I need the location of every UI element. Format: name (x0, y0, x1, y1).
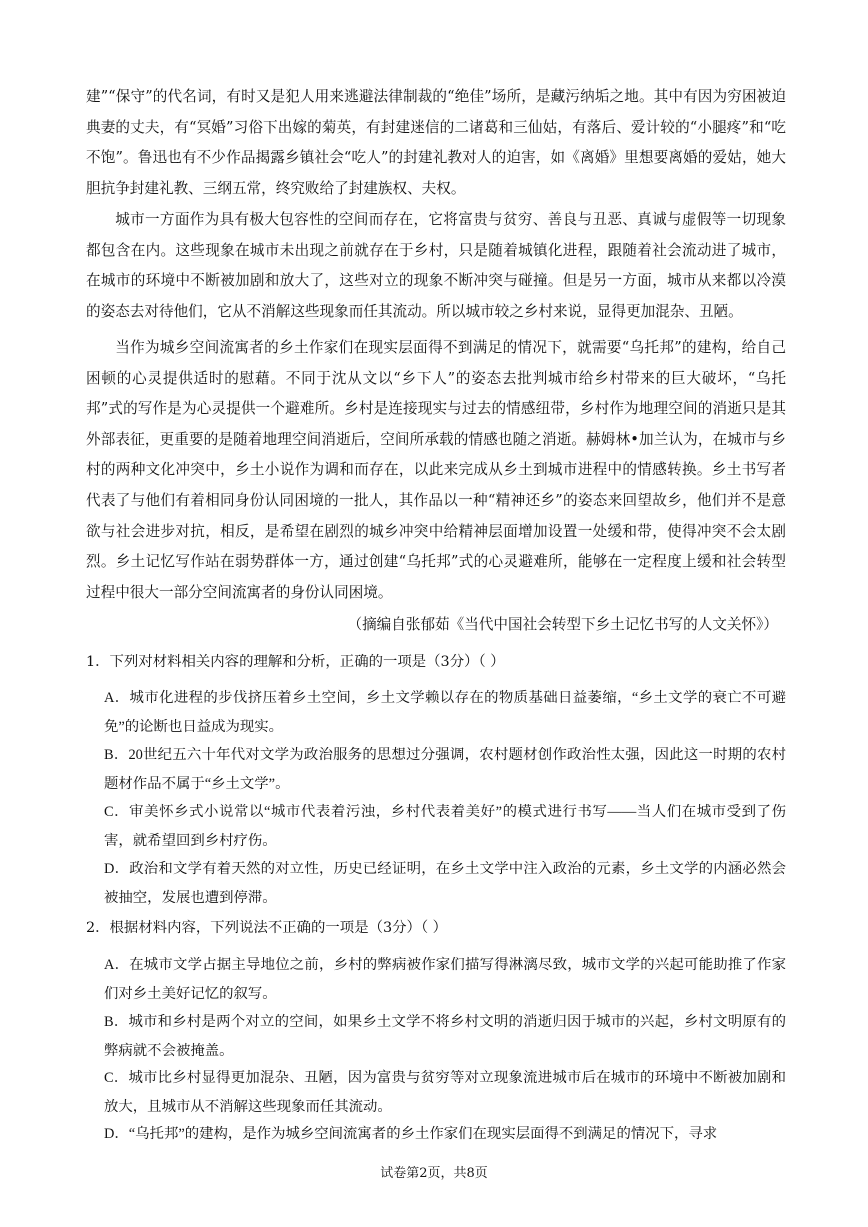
passage-paragraph-2: 城市一方面作为具有极大包容性的空间而存在，它将富贵与贫穷、善良与丑恶、真诚与虚假等一切现象都包含在内。这些现象在城市未出现之前就存在于乡村，只是随着城镇化进程，跟随着社会流动进了城市，在城市的环境中不断被加剧和放大了，这些对立的现象不断冲突与碰撞。但是另一方面，城市从来都以冷漠的姿态去对待他们，它从不消解这些现象而任其流动。所以城市较之乡村来说，显得更加混杂、丑陋。 (86, 211, 786, 320)
passage-paragraph-3: 当作为城乡空间流寓者的乡土作家们在现实层面得不到满足的情况下，就需要“乌托邦”的建构，给自己困顿的心灵提供适时的慰藉。不同于沈从文以“乡下人”的姿态去批判城市给乡村带来的巨大破坏，“乌托邦”式的写作是为心灵提供一个避难所。乡村是连接现实与过去的情感纽带，乡村作为地理空间的消逝只是其外部表征，更重要的是随着地理空间消逝后，空间所承载的情感也随之消逝。赫姆林•加兰认为，在城市与乡村的两种文化冲突中，乡土小说作为调和而存在，以此来完成从乡土到城市进程中的情感转换。乡土书写者代表了与他们有着相同身份认同困境的一批人，其作品以一种“精神还乡”的姿态来回望故乡，他们并不是意欲与社会进步对抗，相反，是希望在剧烈的城乡冲突中给精神层面增加设置一处缓和带，使得冲突不会太剧烈。乡土记忆写作站在弱势群体一方，通过创建“乌托邦”式的心灵避难所，能够在一定程度上缓和社会转型过程中很大一部分空间流寓者的身份认同困境。 (86, 339, 786, 601)
passage-source: （摘编自张郁茹《当代中国社会转型下乡土记忆书写的人文关怀》） (347, 616, 778, 633)
question-1-option-b: B．20世纪五六十年代对文学为政治服务的思想过分强调，农村题材创作政治性太强，因此这一时期的农村题材作品不属于“乡土文学”。 (104, 747, 786, 792)
question-2-stem: 2．根据材料内容，下列说法不正确的一项是（3分）（ ） (86, 920, 448, 936)
question-2-option-d: D．“乌托邦”的建构，是作为城乡空间流寓者的乡土作家们在现实层面得不到满足的情况下，寻求 (104, 1126, 718, 1142)
passage-paragraph-1: 建”“保守”的代名词，有时又是犯人用来逃避法律制裁的“绝佳”场所，是藏污纳垢之地。其中有因为穷困被迫典妻的丈夫，有“冥婚”习俗下出嫁的菊英，有封建迷信的二诸葛和三仙姑，有落后、爱计较的“小腿疼”和“吃不饱”。鲁迅也有不少作品揭露乡镇社会“吃人”的封建礼教对人的迫害，如《离婚》里想要离婚的爱姑，她大胆抗争封建礼教、三纲五常，终究败给了封建族权、夫权。 (86, 88, 786, 197)
question-1-stem: 1．下列对材料相关内容的理解和分析，正确的一项是（3分）（ ） (86, 654, 505, 670)
page-footer: 试卷第2页，共8页 (380, 1166, 488, 1181)
question-2-option-c: C．城市比乡村显得更加混杂、丑陋，因为富贵与贫穷等对立现象流进城市后在城市的环境中不断被加剧和放大，且城市从不消解这些现象而任其流动。 (104, 1070, 786, 1115)
question-1-option-a: A．城市化进程的步伐挤压着乡土空间，乡土文学赖以存在的物质基础日益萎缩，“乡土文学的衰亡不可避免”的论断也日益成为现实。 (104, 690, 786, 735)
question-1-option-d: D．政治和文学有着天然的对立性，历史已经证明，在乡土文学中注入政治的元素，乡土文学的内涵必然会被抽空，发展也遭到停滞。 (104, 861, 786, 906)
question-2-option-b: B．城市和乡村是两个对立的空间，如果乡土文学不将乡村文明的消逝归因于城市的兴起，乡村文明原有的弊病就不会被掩盖。 (104, 1014, 786, 1059)
question-2-option-a: A．在城市文学占据主导地位之前，乡村的弊病被作家们描写得淋漓尽致，城市文学的兴起可能助推了作家们对乡土美好记忆的叙写。 (104, 957, 786, 1002)
question-1-option-c: C．审美怀乡式小说常以“城市代表着污浊，乡村代表着美好”的模式进行书写——当人们在城市受到了伤害，就希望回到乡村疗伤。 (104, 804, 786, 849)
